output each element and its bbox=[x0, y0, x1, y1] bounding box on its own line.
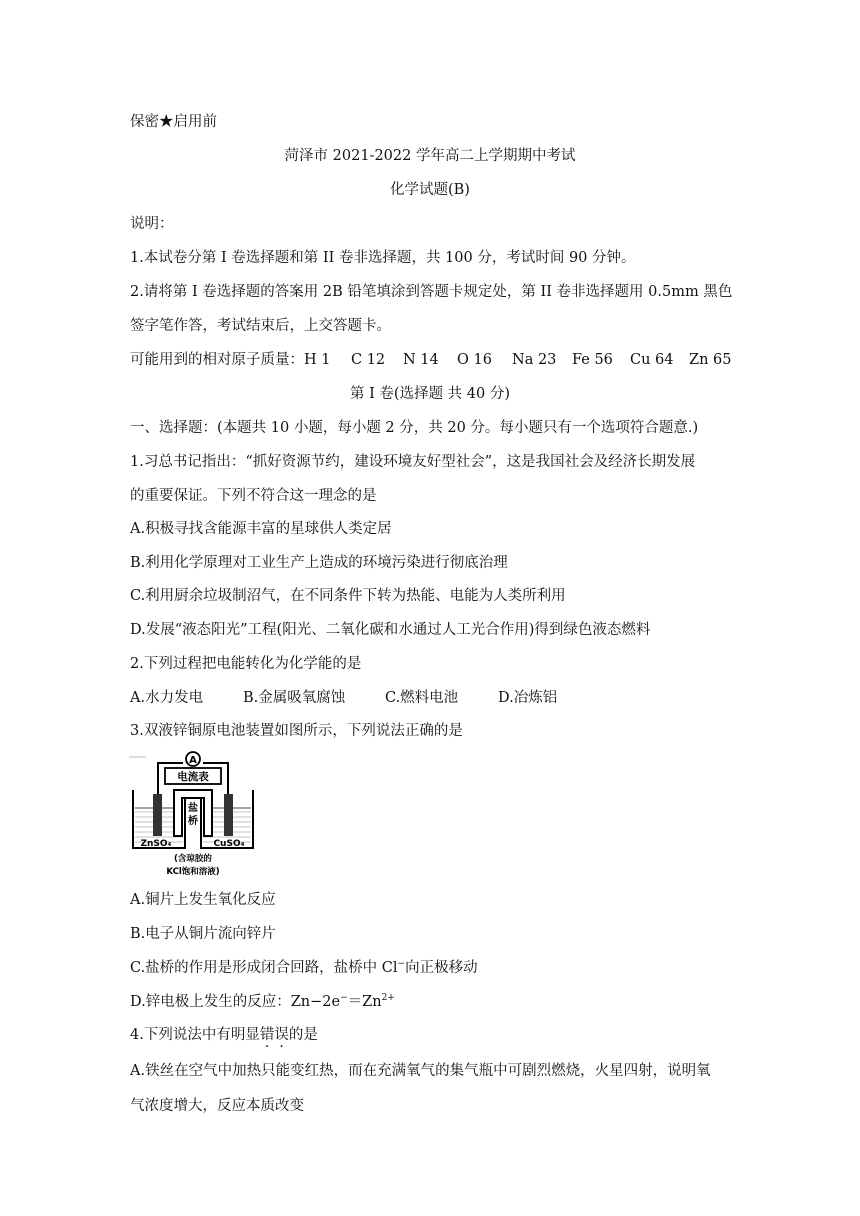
mass-cu: Cu 64 bbox=[630, 352, 674, 368]
q4-option-a-line-2: 气浓度增大，反应本质改变 bbox=[130, 1098, 304, 1114]
q1-option-d: D.发展“液态阳光”工程(阳光、二氧化碳和水通过人工光合作用)得到绿色液态燃料 bbox=[130, 622, 651, 638]
exam-title: 菏泽市 2021-2022 学年高二上学期期中考试 bbox=[284, 148, 576, 164]
q2-option-c: C.燃料电池 bbox=[385, 690, 459, 706]
atomic-masses bbox=[130, 350, 731, 370]
atomic-masses-label: 可能用到的相对原子质量： bbox=[130, 352, 304, 368]
section-1-instruction: 一、选择题：(本题共 10 小题，每小题 2 分，共 20 分。每小题只有一个选项符合题意.) bbox=[130, 420, 699, 436]
salt-bridge-label-1: 盐 bbox=[188, 803, 198, 814]
mass-fe: Fe 56 bbox=[572, 352, 613, 368]
q2-stem: 2.下列过程把电能转化为化学能的是 bbox=[130, 656, 362, 672]
mass-n: N 14 bbox=[403, 352, 439, 368]
q3-option-d-prefix: D.锌电极上发生的反应：Zn−2e bbox=[130, 994, 341, 1010]
q2-option-d: D.冶炼铝 bbox=[498, 690, 558, 706]
caption-line-2: KCl饱和溶液) bbox=[166, 867, 220, 877]
q2-option-b: B.金属吸氧腐蚀 bbox=[243, 690, 346, 706]
zinc-electrode bbox=[153, 794, 162, 836]
q4-emphasis-char-2: 误 bbox=[274, 1027, 289, 1043]
q1-stem-line-2: 的重要保证。下列不符合这一理念的是 bbox=[130, 488, 377, 504]
salt-bridge-label-2: 桥 bbox=[188, 816, 198, 827]
note-item-2-line-1: 2.请将第 I 卷选择题的答案用 2B 铅笔填涂到答题卡规定处，第 II 卷非选择题用 0.5mm 黑色 bbox=[130, 284, 733, 300]
left-solution-label: ZnSO₄ bbox=[140, 839, 172, 849]
q3-option-d bbox=[130, 992, 395, 1012]
q3-option-c bbox=[130, 958, 478, 978]
zinc-ion-charge: 2+ bbox=[381, 993, 395, 1004]
section-1-title: 第 I 卷(选择题 共 40 分) bbox=[349, 386, 511, 402]
q3-option-c-prefix: C.盐桥的作用是形成闭合回路，盐桥中 Cl bbox=[130, 960, 398, 976]
right-solution-label: CuSO₄ bbox=[213, 839, 245, 849]
chloride-charge: − bbox=[397, 959, 406, 970]
ammeter-symbol: A bbox=[189, 755, 197, 766]
q2-option-a: A.水力发电 bbox=[130, 690, 204, 706]
exam-subtitle: 化学试题(B) bbox=[390, 182, 470, 198]
note-item-2-line-2: 签字笔作答，考试结束后，上交答题卡。 bbox=[130, 318, 391, 334]
q1-option-c: C.利用厨余垃圾制沼气，在不同条件下转为热能、电能为人类所利用 bbox=[130, 588, 566, 604]
q1-option-b: B.利用化学原理对工业生产上造成的环境污染进行彻底治理 bbox=[130, 555, 508, 571]
q4-option-a-line-1: A.铁丝在空气中加热只能变红热，而在充满氧气的集气瓶中可剧烈燃烧，火星四射，说明氧 bbox=[130, 1063, 711, 1079]
q4-stem-prefix: 4.下列说法中有明显 bbox=[130, 1027, 260, 1043]
q3-option-c-suffix: 向正极移动 bbox=[405, 960, 478, 976]
mass-o: O 16 bbox=[457, 352, 492, 368]
q1-option-a: A.积极寻找含能源丰富的星球供人类定居 bbox=[130, 521, 392, 537]
q4-stem-suffix: 的是 bbox=[288, 1027, 318, 1043]
q4-stem bbox=[130, 1025, 318, 1045]
mass-c: C 12 bbox=[351, 352, 386, 368]
q3-option-b: B.电子从铜片流向锌片 bbox=[130, 926, 276, 942]
note-item-1: 1.本试卷分第 I 卷选择题和第 II 卷非选择题，共 100 分，考试时间 90 分钟。 bbox=[130, 250, 636, 266]
q3-option-a: A.铜片上发生氧化反应 bbox=[130, 892, 276, 908]
q3-option-d-middle: ＝Zn bbox=[347, 994, 382, 1010]
galvanic-cell-figure bbox=[128, 750, 258, 880]
ammeter-label: 电流表 bbox=[177, 771, 209, 783]
mass-na: Na 23 bbox=[512, 352, 557, 368]
q3-stem: 3.双液锌铜原电池装置如图所示，下列说法正确的是 bbox=[130, 723, 463, 739]
q1-stem-line-1: 1.习总书记指出：“抓好资源节约，建设环境友好型社会”，这是我国社会及经济长期发展 bbox=[130, 454, 696, 470]
q2-options bbox=[130, 688, 557, 708]
mass-h: H 1 bbox=[304, 352, 331, 368]
notes-label: 说明： bbox=[130, 216, 174, 232]
q4-emphasis-char-1: 错 bbox=[259, 1027, 275, 1043]
secrecy-label: 保密★启用前 bbox=[130, 114, 217, 130]
copper-electrode bbox=[224, 794, 233, 836]
mass-zn: Zn 65 bbox=[689, 352, 732, 368]
electron-charge: − bbox=[340, 993, 348, 1004]
caption-line-1: (含琼胶的 bbox=[174, 854, 212, 864]
